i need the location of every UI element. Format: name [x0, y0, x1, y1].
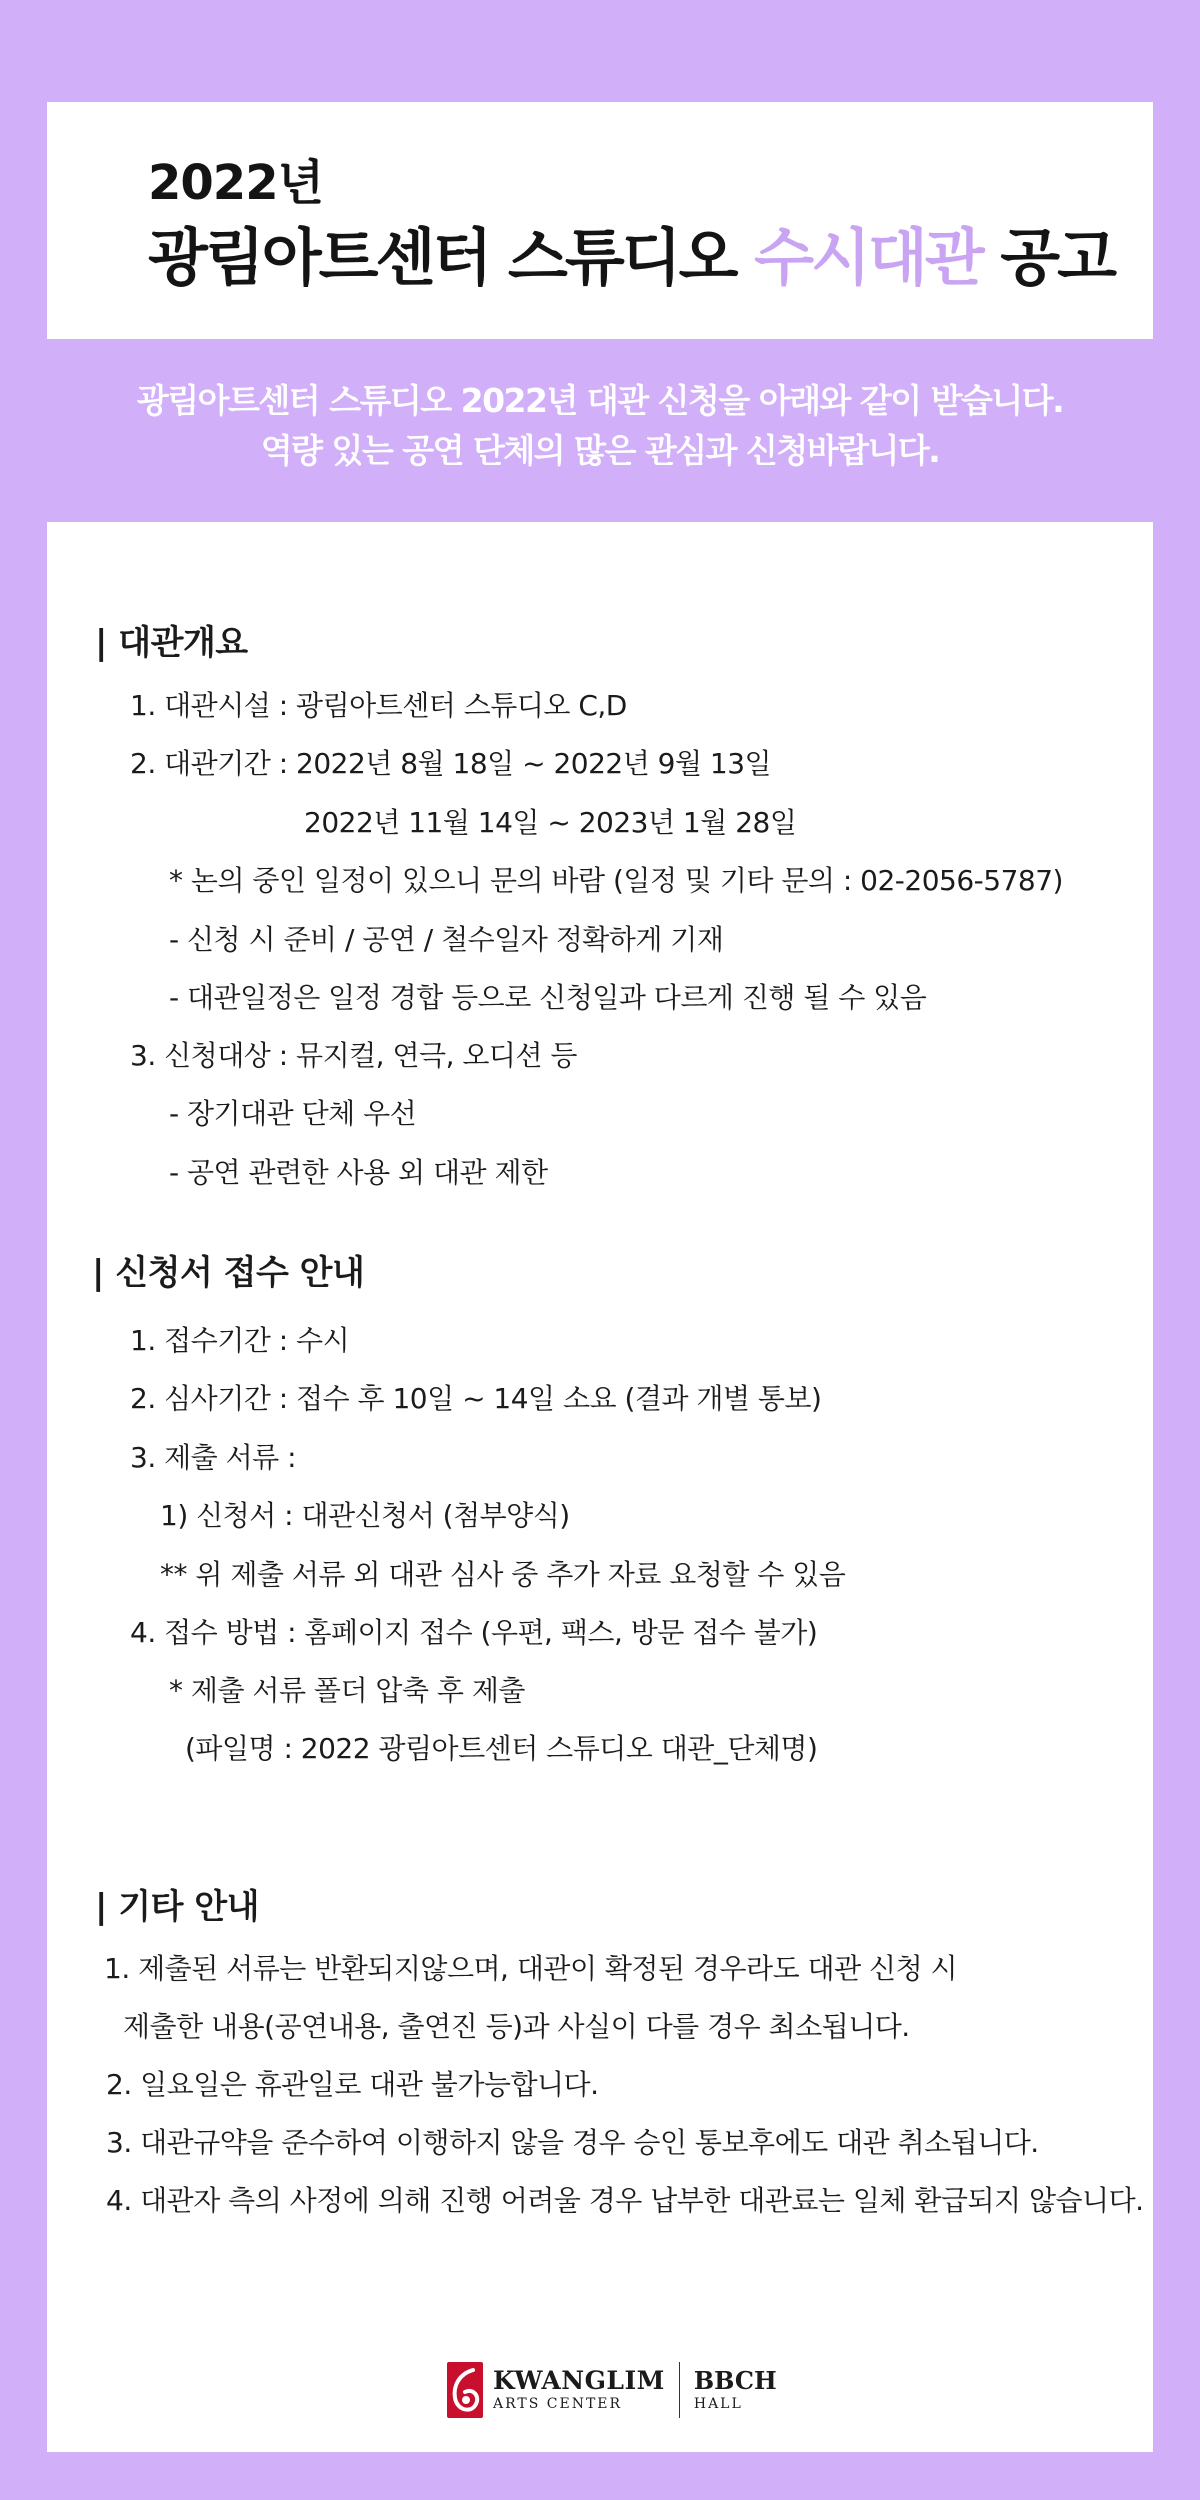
- overview-facility: 1. 대관시설 : 광림아트센터 스튜디오 C,D: [130, 689, 627, 722]
- title-part-2: 공고: [981, 221, 1115, 294]
- other-item-4: 4. 대관자 측의 사정에 의해 진행 어려울 경우 납부한 대관료는 일체 환급되지 않습니다.: [106, 2184, 1144, 2217]
- application-method-note: * 제출 서류 폴더 압축 후 제출: [169, 1674, 525, 1707]
- overview-note-inquiry: * 논의 중인 일정이 있으니 문의 바람 (일정 및 기타 문의 : 02-2056-5787): [169, 864, 1063, 897]
- overview-note-schedule: - 대관일정은 일정 경합 등으로 신청일과 다르게 진행 될 수 있음: [169, 981, 927, 1014]
- application-method: 4. 접수 방법 : 홈페이지 접수 (우편, 팩스, 방문 접수 불가): [130, 1616, 818, 1649]
- title-year: 2022년: [148, 155, 323, 211]
- title-card: [47, 102, 1153, 339]
- notice-body: [47, 522, 1153, 2452]
- overview-period-2: 2022년 11월 14일 ~ 2023년 1월 28일: [304, 806, 797, 839]
- application-document-note: ** 위 제출 서류 외 대관 심사 중 추가 자료 요청할 수 있음: [160, 1558, 846, 1591]
- application-document-form: 1) 신청서 : 대관신청서 (첨부양식): [160, 1499, 570, 1532]
- other-item-2: 2. 일요일은 휴관일로 대관 불가능합니다.: [106, 2068, 599, 2101]
- overview-target-limit: - 공연 관련한 사용 외 대관 제한: [169, 1156, 548, 1189]
- logo-divider: [679, 2362, 680, 2418]
- brand-name: KWANGLIM: [493, 2366, 665, 2395]
- overview-target: 3. 신청대상 : 뮤지컬, 연극, 오디션 등: [130, 1039, 577, 1072]
- title-part-1: 광림아트센터 스튜디오: [148, 221, 755, 294]
- footer-logo: [447, 2355, 777, 2425]
- hall-sub: HALL: [693, 2396, 743, 2412]
- other-item-3: 3. 대관규약을 준수하여 이행하지 않을 경우 승인 통보후에도 대관 취소됩니다.: [106, 2126, 1039, 2159]
- title-accent: 수시대관: [754, 221, 982, 294]
- application-period: 1. 접수기간 : 수시: [130, 1324, 350, 1357]
- section-heading-overview: | 대관개요: [95, 623, 248, 663]
- intro-line-1: 광림아트센터 스튜디오 2022년 대관 신청을 아래와 같이 받습니다.: [136, 381, 1064, 420]
- intro-text: [0, 376, 1200, 476]
- page-title: [148, 218, 1153, 298]
- other-item-1: 1. 제출된 서류는 반환되지않으며, 대관이 확정된 경우라도 대관 신청 시: [104, 1952, 958, 1985]
- hall-text: [694, 2367, 777, 2413]
- kwanglim-logo-icon: [447, 2360, 483, 2420]
- section-heading-other: | 기타 안내: [95, 1887, 259, 1927]
- other-item-1-cont: 제출한 내용(공연내용, 출연진 등)과 사실이 다를 경우 최소됩니다.: [123, 2010, 910, 2043]
- brand-text: [493, 2367, 665, 2413]
- overview-target-priority: - 장기대관 단체 우선: [169, 1097, 417, 1130]
- intro-line-2: 역량 있는 공연 단체의 많은 관심과 신청바랍니다.: [260, 431, 940, 470]
- overview-period: 2. 대관기간 : 2022년 8월 18일 ~ 2022년 9월 13일: [130, 747, 772, 780]
- hall-name: BBCH: [693, 2366, 777, 2395]
- application-documents: 3. 제출 서류 :: [130, 1441, 297, 1474]
- application-filename: (파일명 : 2022 광림아트센터 스튜디오 대관_단체명): [185, 1732, 818, 1765]
- overview-note-dates: - 신청 시 준비 / 공연 / 철수일자 정확하게 기재: [169, 923, 724, 956]
- application-review: 2. 심사기간 : 접수 후 10일 ~ 14일 소요 (결과 개별 통보): [130, 1382, 822, 1415]
- brand-sub: ARTS CENTER: [493, 2396, 623, 2412]
- section-heading-application: | 신청서 접수 안내: [92, 1253, 365, 1293]
